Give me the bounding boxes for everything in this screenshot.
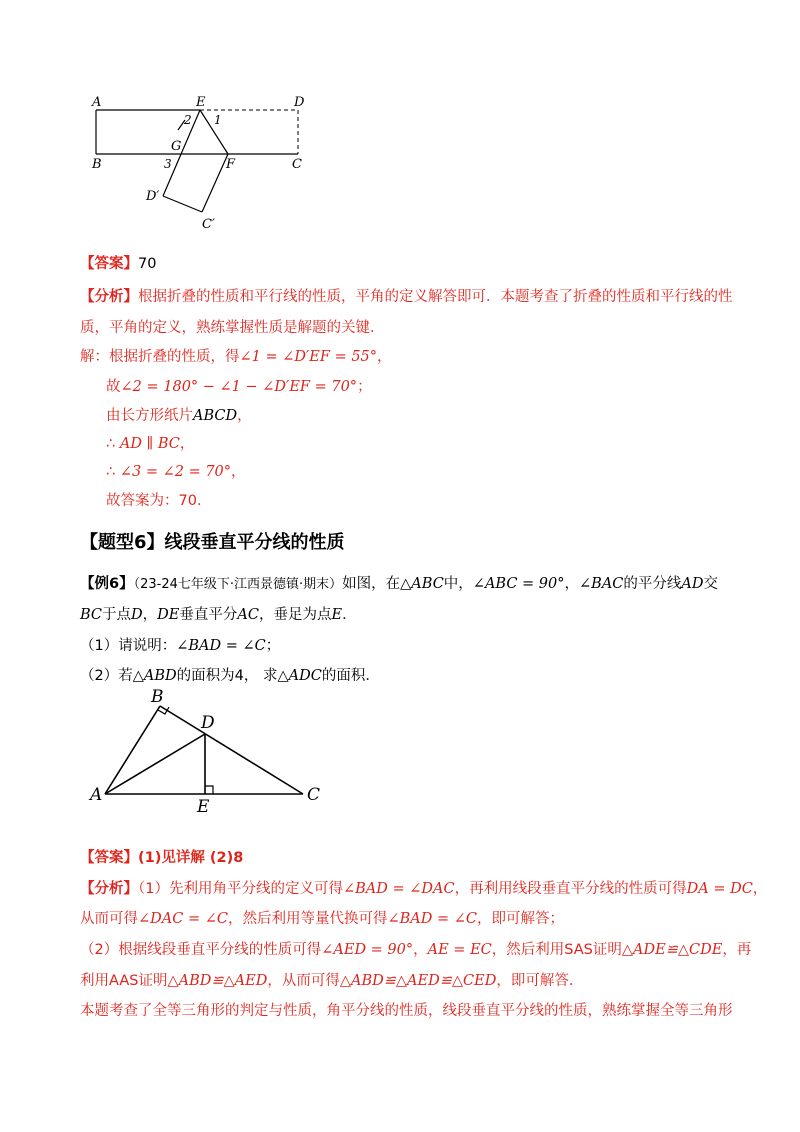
section-title: 【题型6】线段垂直平分线的性质 (80, 532, 345, 553)
analysis-text: ，从而可得 (267, 973, 340, 989)
analysis-math: △ADE≌△CDE (621, 942, 723, 958)
analysis-text: ，再 (722, 942, 752, 958)
answer-value: 70 (138, 256, 157, 272)
point-C: C (307, 785, 321, 805)
answer-value: (1)见详解 (2)8 (138, 850, 244, 866)
solution-punct: ， (179, 436, 195, 452)
solution-math: ∠1 = ∠D′EF = 55° (239, 349, 378, 365)
point-E: E (197, 797, 210, 817)
analysis-2-line-5: 本题考查了全等三角形的判定与性质，角平分线的性质，线段垂直平分线的性质，熟练掌握全等三角形 (80, 1003, 733, 1019)
point-B: B (92, 157, 102, 172)
fold-figure (80, 88, 320, 238)
example-label: 【例6】 (80, 576, 134, 592)
answer-1 (80, 252, 156, 273)
analysis-math: ∠BAD = ∠C (387, 911, 477, 927)
analysis-text: 证明 (138, 973, 168, 989)
example-math: BC (80, 607, 103, 623)
solution-math: ∠3 = ∠2 = 70° (119, 464, 232, 480)
angle-3-label: 3 (164, 157, 172, 171)
example-text: 垂直平分 (179, 607, 238, 623)
angle-2-label: 2 (184, 113, 192, 127)
therefore-symbol: ∴ (106, 464, 116, 480)
analysis-text: ，然后利用 (491, 942, 565, 958)
point-A: A (90, 785, 103, 805)
analysis-text: ，即可解答． (496, 973, 584, 989)
analysis-math: ∠DAC = ∠C (138, 911, 228, 927)
analysis-1-line-2: 质，平角的定义，熟练掌握性质是解题的关键． (80, 320, 385, 336)
example-text: 交 (703, 576, 718, 592)
example-math: D (131, 607, 143, 623)
analysis-math: ∠AED = 90° (321, 942, 414, 958)
solution-line-4 (106, 432, 194, 453)
solution-text: 由长方形纸片 (106, 408, 193, 424)
example-math: ∠ABC = 90° (472, 576, 565, 592)
analysis-text: ， (752, 881, 768, 897)
example-math: △ABC (400, 576, 444, 592)
analysis-label: 【分析】 (80, 881, 138, 897)
example-text: 于点 (102, 607, 132, 623)
solution-punct: ， (377, 349, 392, 365)
solution-math: AD ∥ BC (119, 436, 180, 452)
solution-line-5 (106, 460, 246, 481)
solution-math: ∠2 = 180° − ∠1 − ∠D′EF = 70° (120, 379, 358, 395)
question-math: ∠BAD = ∠C (176, 638, 266, 654)
question-math: △ADC (277, 668, 322, 684)
question-punct: ； (265, 638, 281, 654)
example-math: E (331, 607, 343, 623)
analysis-math: AAS (109, 973, 139, 989)
solution-text: 解：根据折叠的性质，得 (80, 349, 240, 365)
example-text: ． (342, 607, 357, 623)
point-C: C (292, 157, 302, 172)
solution-line-3 (106, 404, 252, 425)
example-text: 如图，在 (342, 576, 401, 592)
analysis-math: ∠BAD = ∠DAC (342, 881, 455, 897)
solution-punct: ， (237, 408, 252, 424)
analysis-text: （2）根据线段垂直平分线的性质可得 (80, 942, 322, 958)
example-text: 的平分线 (623, 576, 682, 592)
example-text: ， (564, 576, 580, 592)
analysis-2-line-3 (80, 938, 751, 959)
triangle-figure (85, 688, 335, 818)
point-F: F (226, 157, 236, 172)
analysis-text: ，再利用线段垂直平分线的性质可得 (454, 881, 687, 897)
solution-line-1 (80, 345, 392, 366)
analysis-text: ， (413, 942, 428, 958)
question-text: （2）若 (80, 668, 133, 684)
answer-label: 【答案】 (80, 850, 138, 866)
analysis-math: SAS (564, 942, 593, 958)
point-E: E (196, 95, 206, 110)
solution-punct: ； (357, 379, 372, 395)
analysis-math: △ABD≌△AED≌△CED (339, 973, 497, 989)
answer-label: 【答案】 (80, 256, 138, 272)
analysis-math: △ABD≌△AED (167, 973, 268, 989)
example-math: AD (681, 576, 704, 592)
analysis-2-line-2 (80, 907, 564, 928)
answer-2 (80, 846, 243, 867)
example-text: 中， (443, 576, 473, 592)
analysis-text: 从而可得 (80, 911, 138, 927)
solution-math: ABCD (193, 408, 238, 424)
analysis-math: DA = DC (686, 881, 753, 897)
analysis-1-line-1 (80, 285, 733, 306)
question-text: （1）请说明： (80, 638, 177, 654)
analysis-text: ，然后利用等量代换可得 (227, 911, 388, 927)
point-A: A (92, 95, 102, 110)
therefore-symbol: ∴ (106, 436, 116, 452)
point-D-prime: D′ (146, 189, 160, 204)
question-2 (80, 664, 380, 685)
example-math: ∠BAC (579, 576, 624, 592)
analysis-label: 【分析】 (80, 289, 138, 305)
point-D: D (294, 95, 305, 110)
analysis-text: 利用 (80, 973, 109, 989)
example-source: （23-24七年级下·江西景德镇·期末） (133, 577, 343, 592)
question-math: △ABD (132, 668, 177, 684)
question-text: 的面积为4， 求 (176, 668, 278, 684)
analysis-text: ，即可解答； (476, 911, 564, 927)
solution-line-6: 故答案为：70． (106, 493, 212, 509)
example-math: AC (237, 607, 259, 623)
point-B: B (151, 688, 164, 707)
point-D: D (201, 713, 215, 733)
question-1 (80, 634, 280, 655)
analysis-2-line-1 (80, 877, 767, 898)
analysis-2-line-4 (80, 969, 583, 990)
example-6-line-1 (80, 572, 718, 593)
solution-text: 故 (106, 379, 121, 395)
solution-line-2 (106, 375, 372, 396)
analysis-math: AE = EC (427, 942, 492, 958)
example-math: DE (157, 607, 180, 623)
analysis-text: 证明 (592, 942, 622, 958)
solution-punct: ， (231, 464, 246, 480)
example-6-line-2 (80, 603, 357, 624)
question-text: 的面积． (321, 668, 380, 684)
analysis-text: （1）先利用角平分线的定义可得 (138, 881, 343, 897)
point-C-prime: C′ (202, 217, 215, 232)
angle-1-label: 1 (214, 113, 222, 127)
example-text: ，垂足为点 (258, 607, 332, 623)
analysis-text: 根据折叠的性质和平行线的性质，平角的定义解答即可．本题考查了折叠的性质和平行线的性 (138, 289, 733, 305)
example-text: ， (142, 607, 158, 623)
point-G: G (171, 139, 182, 154)
